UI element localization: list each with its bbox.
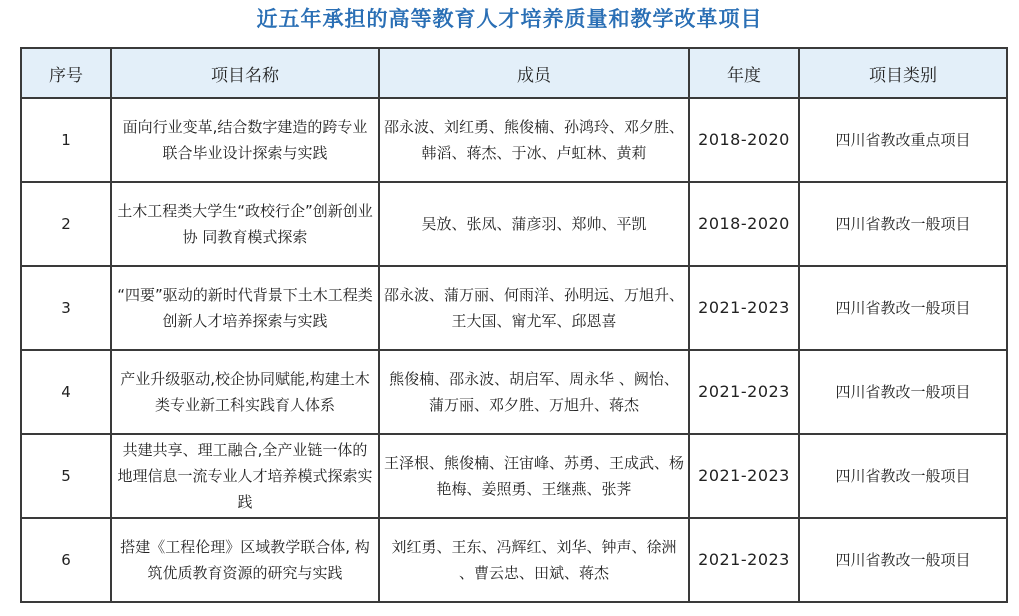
project-name: 产业升级驱动,校企协同赋能,构建土木类专业新工科实践育人体系	[111, 350, 379, 434]
row-number: 4	[21, 350, 111, 434]
project-category: 四川省教改重点项目	[799, 98, 1007, 182]
page-title: 近五年承担的高等教育人才培养质量和教学改革项目	[256, 7, 763, 31]
project-name: “四要”驱动的新时代背景下土木工程类创新人才培养探索与实践	[111, 266, 379, 350]
header-members: 成员	[379, 48, 689, 98]
table-row	[21, 266, 1007, 350]
header-project-name: 项目名称	[111, 48, 379, 98]
project-members: 王泽根、熊俊楠、汪宙峰、苏勇、王成武、杨艳梅、姜照勇、王继燕、张荠	[379, 434, 689, 518]
row-number: 3	[21, 266, 111, 350]
table-row	[21, 350, 1007, 434]
project-members: 吴放、张凤、蒲彦羽、郑帅、平凯	[379, 182, 689, 266]
project-name: 土木工程类大学生“政校行企”创新创业协 同教育模式探索	[111, 182, 379, 266]
header-year: 年度	[689, 48, 799, 98]
table-row	[21, 434, 1007, 518]
project-name: 共建共享、理工融合,全产业链一体的地理信息一流专业人才培养模式探索实践	[111, 434, 379, 518]
project-year: 2021-2023	[689, 434, 799, 518]
project-name: 面向行业变革,结合数字建造的跨专业联合毕业设计探索与实践	[111, 98, 379, 182]
table-row	[21, 98, 1007, 182]
project-name: 搭建《工程伦理》区域教学联合体, 构筑优质教育资源的研究与实践	[111, 518, 379, 602]
row-number: 6	[21, 518, 111, 602]
row-number: 5	[21, 434, 111, 518]
project-category: 四川省教改一般项目	[799, 434, 1007, 518]
projects-table	[20, 47, 1008, 603]
project-year: 2018-2020	[689, 182, 799, 266]
project-category: 四川省教改一般项目	[799, 350, 1007, 434]
project-year: 2021-2023	[689, 350, 799, 434]
project-category: 四川省教改一般项目	[799, 266, 1007, 350]
project-members: 邵永波、蒲万丽、何雨洋、孙明远、万旭升、王大国、甯尤军、邱恩喜	[379, 266, 689, 350]
project-members: 刘红勇、王东、冯辉红、刘华、钟声、徐洲 、曹云忠、田斌、蒋杰	[379, 518, 689, 602]
project-year: 2021-2023	[689, 266, 799, 350]
table-row	[21, 182, 1007, 266]
table-row	[21, 518, 1007, 602]
project-category: 四川省教改一般项目	[799, 182, 1007, 266]
project-members: 熊俊楠、邵永波、胡启军、周永华 、阙怡、蒲万丽、邓夕胜、万旭升、蒋杰	[379, 350, 689, 434]
header-no: 序号	[21, 48, 111, 98]
project-year: 2021-2023	[689, 518, 799, 602]
header-category: 项目类别	[799, 48, 1007, 98]
project-members: 邵永波、刘红勇、熊俊楠、孙鸿玲、邓夕胜、韩滔、蒋杰、于冰、卢虹林、黄莉	[379, 98, 689, 182]
project-year: 2018-2020	[689, 98, 799, 182]
project-category: 四川省教改一般项目	[799, 518, 1007, 602]
row-number: 2	[21, 182, 111, 266]
row-number: 1	[21, 98, 111, 182]
table-header-row	[21, 48, 1007, 98]
